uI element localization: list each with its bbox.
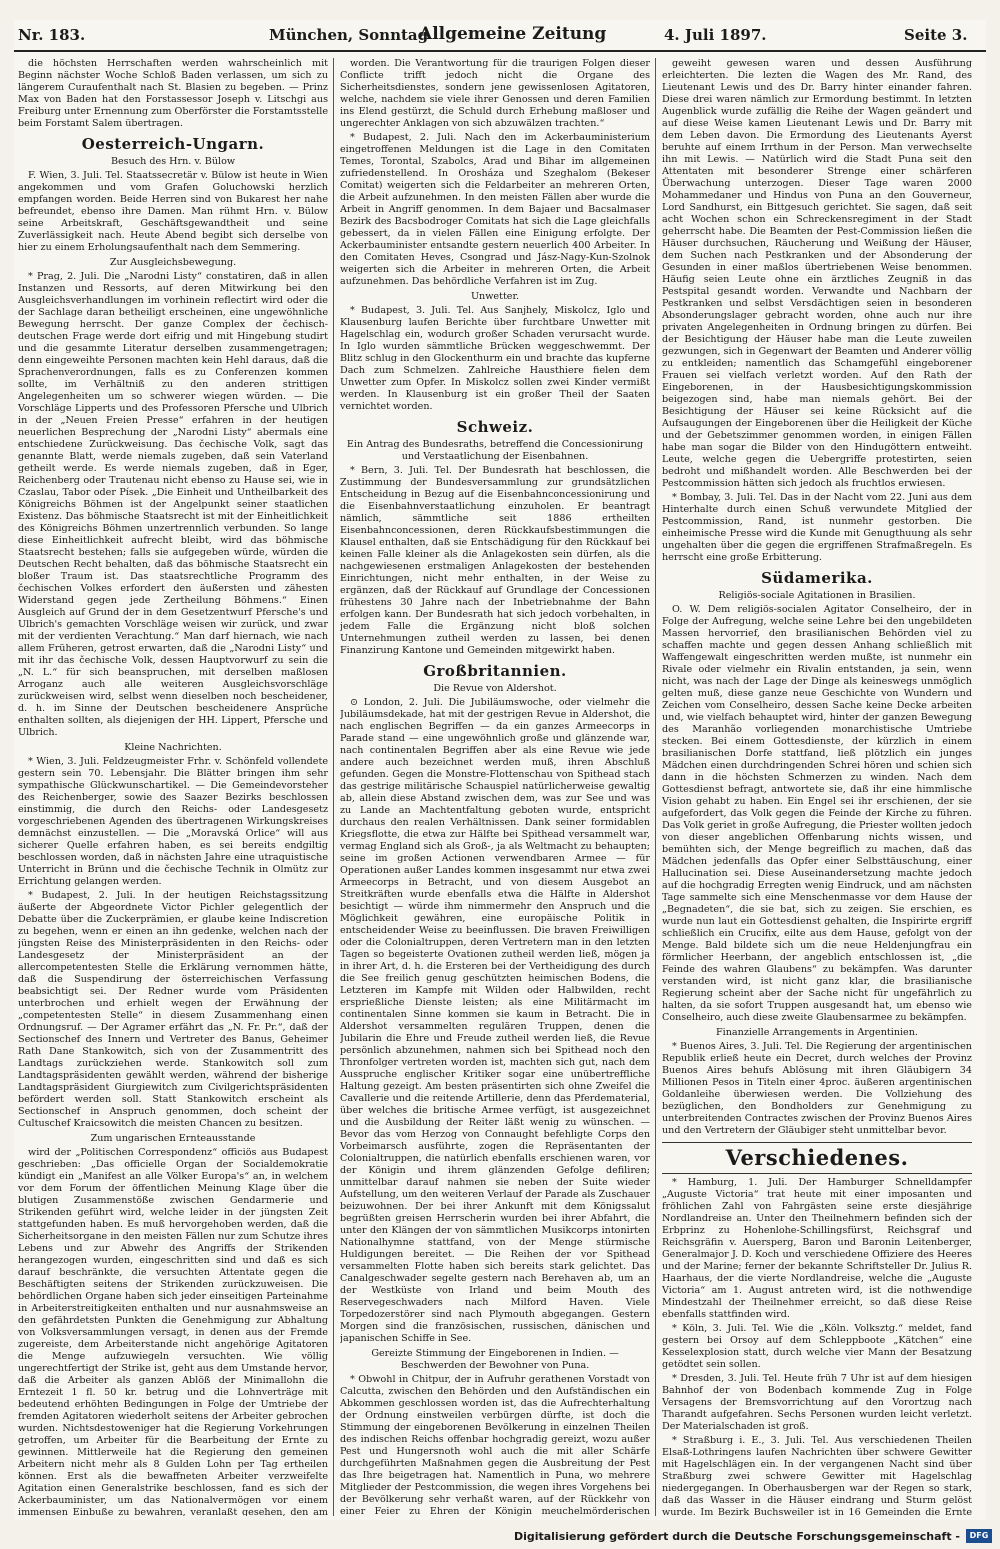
column-1 [18,58,328,1516]
section-heading: Oesterreich-Ungarn. [81,135,265,153]
article-paragraph: geweiht gewesen waren und dessen Ausführung erleichterten. Die lezten die Wagen des Mr. Rand, des Lieutenant Lewis und des Dr. Barry hinter einander fahren. Diese drei waren nämlich zur Ermordung bestimmt. In letzten Augenblick wurde zufällig die Reihe der Wagen geändert und auf diese Weise kamen Lieutenant Lewis und Dr. Barry mit dem Leben davon. Die Ermordung des Lieutenants Ayerst beruhte auf einem Irrthum in der Person. Man verwechselte ihn mit Lewis. — Natürlich wird die Stadt Puna seit den Attentaten mit besonderer Strenge einer schärferen Überwachung unterzogen. Dieser Tage waren 2000 Mohammedaner und Hindus von Puna an den Gouverneur, Lord Sandhurst, ein Bittgesuch gerichtet. Sie sagen, daß seit acht Wochen schon ein Schreckensregiment in der Stadt geherrscht habe. Die Beamten der Pest-Commission ließen die Häuser durchsuchen, Räucherung und Weißung der Häuser, dem Suchen nach Pestkranken und der Absonderung der Gesunden in einer maßlos übertriebenen Weise benommen. Häufig seien Leute ohne ein ärztliches Zeugniß in das Pestspital gesandt worden. Verwandte und Nachbarn der Pestkranken und selbst Versdächtigen seien in besonderen Absonderungslager gebracht worden, ohne auch nur ihre privaten Angelegenheiten in Ordnung bringen zu dürfen. Bei der Besichtigung der Häuser habe man die Leute zuweilen gezwungen, sich in Gegenwart der Beamten und Anderer völlig zu entkleiden; namentlich das Schamgefühl eingeborener Frauen sei vielfach verletzt worden. Auf den Rath der Eingeborenen, in der Hausbesichtigungskommission beigezogen sind, habe man niemals gehört. Bei der Besichtigung der Häuser sei keine Rücksicht auf die Aufsaugungen der Eingeborenen über die Heiligkeit der Küche und der Gebetszimmer genommen worden, in einigen Fällen habe man sogar die Bilder von den Hindugöttern entweiht. Leute, welche gegen die Uebergriffe protestirten, seien bedroht und mißhandelt worden. Alle Beschwerden bei der Pestcommission hätten sich jedoch als fruchtlos erwiesen. [662,58,972,489]
section-heading: Schweiz. [456,418,534,436]
masthead [14,20,986,52]
column-divider [655,58,656,1516]
place-day: München, Sonntag [269,26,429,44]
article-subheading: Finanzielle Arrangements in Argentinien. [716,1027,918,1038]
digitization-footer [0,1525,1000,1549]
article-paragraph: ⊙ London, 2. Juli. Die Jubiläumswoche, oder vielmehr die Jubiläumsdekade, hat mit der gestrigen Revue in Aldershot, die nach englischen Begriffen — da ein ganzes Armeecorps in Parade stand — eine ungewöhnlich große und glänzende war, nach continentalen Begriffen aber als eine Revue wie jede andere auch bezeichnet werden muß, ihren Abschluß gefunden. Gegen die Monstre-Flottenschau von Spithead stach das gestrige militärische Schauspiel natürlicherweise gewaltig ab, allein diese Abstand zwischen dem, was zur See und was zu Lande an Machtentfaltung geboten wurde, entspricht durchaus den realen Verhältnissen. Dank seiner formidablen Kriegsflotte, die etwa zur Hälfte bei Spithead versammelt war, vermag England sich als Groß-, ja als Weltmacht zu behaupten; seine im großen Actionen verwendbaren Armee — für Operationen außer Landes kommen insgesammt nur etwa zwei Armeecorps in Betracht, und von diesem Ausgebot an Streitkräften wurde ebenfalls etwa die Hälfte in Aldershot besichtigt — würde ihm nimmermehr den Anspruch und die Möglichkeit gewähren, eine europäische Politik in entscheidender Weise zu beeinflussen. Die braven Freiwilligen oder die Colonialtruppen, deren Vertretern man in den letzten Tagen so begeisterte Ovationen zutheil werden ließ, mögen ja in ihrer Art, d. h. die Ersteren bei der Vertheidigung des durch die See freilich genug geschützten heimischen Bodens, die Letzteren im Kampfe mit Wilden oder Halbwilden, recht ersprießliche Dienste leisten; als eine Militärmacht im continentalen Sinne kommen sie kaum in Betracht. Die in Aldershot versammelten regulären Truppen, denen die Jubilarin die Ehre und Freude zutheil werden ließ, die Revue persönlich abzunehmen, nahmen sich bei Spithead noch den Thronfolger vertreten worden ist, machten sich gut, nach dem Ausspruche englischer Kritiker sogar eine unübertreffliche Haltung gezeigt. Am besten präsentirten sich ohne Zweifel die Cavallerie und die reitende Artillerie, denn das Pferdematerial, über welches die britische Armee verfügt, ist ausgezeichnet und die Ausbildung der Reiter läßt wenig zu wünschen. — Bevor das vom Herzog von Connaught befehligte Corps den Vorbeimarsch ausführte, zogen die Repräsentanten der Colonialtruppen, die natürlich ebenfalls erschienen waren, vor der Königin und ihrem glänzenden Gefolge defiliren; unmittelbar darauf nahmen sie neben der Suite wieder Aufstellung, um den weiteren Verlauf der Parade als Zuschauer beizuwohnen. Der bei ihrer Ankunft mit dem Königssalut begrüßten greisen Herrscherin wurden bei ihrer Abfahrt, die unter den Klängen der von sämmtlichen Musikcorps intonirten Nationalhymne stattfand, von der Menge stürmische Huldigungen bereitet. — Die Reihen der vor Spithead versammelten Flotte haben sich bereits stark gelichtet. Das Canalgeschwader segelte gestern nach Berehaven ab, um an der Westküste von Irland und beim Mouth des Reservegeschwaders nach Milford Haven. Viele Torpedozerstörer sind nach Plymouth abgegangen. Gestern Morgen sind die französischen, russischen, dänischen und japanischen Schiffe in See. [340,697,650,1344]
article-subheading: Unwetter. [470,291,520,302]
column-2 [340,58,650,1516]
section-heading: Südamerika. [761,569,873,587]
article-paragraph: * Budapest, 3. Juli. Tel. Aus Sanjhely, Miskolcz, Iglo und Klausenburg laufen Berichte über furchtbare Unwetter mit Hagelschlag ein, wodurch großer Schaden verursacht wurde. In Iglo wurden sämmtliche Brücken weggeschwemmt. Der Blitz schlug in den Glockenthurm ein und brachte das kupferne Dach zum Schmelzen. Zahlreiche Hausthiere fielen dem Unwetter zum Opfer. In Miskolcz sollen zwei Kinder vermißt werden. In Klausenburg ist ein großer Theil der Saaten vernichtet worden. [340,305,650,412]
article-paragraph: * Bern, 3. Juli. Tel. Der Bundesrath hat beschlossen, die Zustimmung der Bundesversammlung zur grundsätzlichen Entscheidung in Bezug auf die Eisenbahnconcessionirung und die Eisenbahnverstaatlichung einzuholen. Er beantragt nämlich, sämmtliche seit 1886 ertheilten Eisenbahnconcessionen, deren Rückkaufsbestimmungen die Klausel enthalten, daß sie Entschädigung für den Rückkauf bei keinen Falle kleiner als die Anlagekosten sein dürfen, als die nachgewiesenen erstmaligen Anlagekosten der bestehenden Einrichtungen, nicht mehr enthalten, in der Weise zu ergänzen, daß der Rückkauf auf Grundlage der Concessionen frühestens 30 Jahre nach der Inbetriebnahme der Bahn erfolgen kann. Der Bundesrath hat sich jedoch vorbehalten, in jedem Falle die Ergänzung nicht bloß solchen Unternehmungen zutheil werden zu lassen, bei denen Finanzirung Kantone und Gemeinden mitgewirkt haben. [340,465,650,656]
newspaper-page [14,20,986,1520]
issue-number: Nr. 183. [18,26,86,44]
article-subheading: Die Revue von Aldershot. [433,683,557,694]
article-paragraph: * Budapest, 2. Juli. In der heutigen Reichstagssitzung äußerte der Abgeordnete Victor Pichler gelegentlich der Debatte über die Zuckerprämien, er glaube keine Indiscretion zu begehen, wenn er einen an ihn gedenke, welchen nach der jüngsten Reise des Ministerpräsidenten in den Reichs- oder Landesgesetz der Ministerpräsident an der allercompetentesten Stelle die Erklärung vernommen hätte, daß die Suspendirung der österreichischen Verfassung beabsichtigt sei. Der Redner wurde vom Präsidenten unterbrochen und erhielt wegen der Erwähnung der „competentesten Stelle“ in diesem Zusammenhang einen Ordnungsruf. — Der Agramer erfährt das „N. Fr. Pr.“, daß der Sectionschef des Innern und Vertreter des Banus, Geheimer Rath Dane Stankowitch, sich von der Zusammentritt des Landtags zurückziehen werde. Stankowitch soll zum Landtagspräsidenten gewählt werden, während der bisherige Landtagspräsident Giurgiewitch zum Civilgerichtspräsidenten befördert werden soll. Statt Stankowitch erscheint als Sectionschef in Anspruch genommen, doch scheint der Cultuschef Kraicsowitch die meisten Chancen zu besitzen. [18,890,328,1129]
article-paragraph: * Budapest, 2. Juli. Nach den im Ackerbauministerium eingetroffenen Meldungen ist die Lage in den Comitaten Temes, Torontal, Szabolcs, Arad und Bihar im allgemeinen zufriedenstellend. In Orosháza und Szeghalom (Bekeser Comitat) weigerten sich die Feldarbeiter an mehreren Orten, die Arbeit aufzunehmen. In den meisten Fällen aber wurde die Arbeit in Angriff genommen. In dem Bajaer und Bacsalmaser Bezirk des Bacsbodroger Comitats hat sich die Lage gleichfalls gebessert, da in vielen Fällen eine Einigung erfolgte. Der Ackerbauminister entsandte gestern neuerlich 400 Arbeiter. In den Comitaten Heves, Csongrad und Jász-Nagy-Kun-Szolnok weigerten sich die Arbeiter in mehreren Orten, die Arbeit aufzunehmen. Das behördliche Verfahren ist im Zug. [340,132,650,287]
article-subheading: Besuch des Hrn. v. Bülow [110,156,236,167]
article-subheading: Ein Antrag des Bundesraths, betreffend die Concessionirung und Verstaatlichung der Eisenbahnen. [346,439,644,462]
article-paragraph: * Dresden, 3. Juli. Tel. Heute früh 7 Uhr ist auf dem hiesigen Bahnhof der von Bodenbach kommende Zug in Folge Versagens der Bremsvorrichtung auf den Vorortzug nach Tharandt aufgefahren. Sechs Personen wurden leicht verletzt. Der Materialschaden ist groß. [662,1373,972,1432]
article-paragraph: * Obwohl in Chitpur, der in Aufruhr gerathenen Vorstadt von Calcutta, zwischen den Behörden und den Aufständischen ein Abkommen geschlossen worden ist, das die Aufrechterhaltung der Ordnung einstweilen verbürgen dürfte, ist doch die Stimmung der eingeborenen Bevölkerung in einzelnen Theilen des indischen Reichs offenbar hochgradig gereizt, wozu außer Pest und Hungersnoth wohl auch die mit aller Schärfe durchgeführten Maßnahmen gegen die Ausbreitung der Pest das Ihre beigetragen hat. Namentlich in Puna, wo mehrere Mitglieder der Pestcommission, die wegen ihres Vorgehens bei der Bevölkerung sehr verhaßt waren, auf der Rückkehr von einer Feier zu Ehren der Königin meuchelmörderischen [340,1374,650,1516]
article-paragraph: wird der „Politischen Correspondenz“ officiös aus Budapest geschrieben: „Das officielle Organ der Socialdemokratie kündigt ein „Manifest an alle Völker Europa's“ an, in welchem vor dem Forum der öffentlichen Meinung Klage über die blutigen Zusammenstöße zwischen Gendarmerie und Strikenden geführt wird, welche leider in der jüngsten Zeit stattgefunden haben. Es muß hervorgehoben werden, daß die Sicherheitsorgane in den meisten Fällen nur zum Schutze ihres Lebens und zur Abwehr des Angriffs der Strikenden herangezogen wurden, eingeschritten sind und daß es sich darauf beschränkte, die versuchten Attentate gegen die Beschäftigten seitens der Strikenden zurückzuweisen. Die behördlichen Organe haben sich jeder einseitigen Parteinahme in Arbeiterstreitigkeiten enthalten und nur ausnahmsweise an den gefährdetsten Punkten die Genehmigung zur Abhaltung von Volksversammlungen versagt, in denen aus der Fremde zugereiste, dem Arbeiterstande nicht angehörige Agitatoren die Menge aufzuwiegeln versuchten. Wie völlig ungerechtfertigt der Strike ist, geht aus dem Umstande hervor, daß die Arbeiter als ganzen Ablöß der Minimallohn die Erntezeit 1 fl. 50 kr. betrug und die Lohnverträge mit bedeutend erhöhten Bedingungen in Folge der Umtriebe der fremden Agitatoren wiederholt seitens der Arbeiter gebrochen wurden. Nichtsdestoweniger hat die Regierung Vorkehrungen getroffen, um Arbeiter für die Bearbeitung der Ernte zu gewinnen. Mittlerweile hat die Regierung den gemeinen Arbeitern nicht mehr als 8 Gulden Lohn per Tag ertheilen können. Erst als die bewaffneten Arbeiter verzweifelte Agitation einen Generalstrike beschlossen, fand es sich der Ackerbauminister, um das Nationalvermögen vor einem immensen Einbuße zu bewahren, veranlaßt gesehen, den am [18,1147,328,1516]
page-number: Seite 3. [904,26,968,44]
article-paragraph: * Bombay, 3. Juli. Tel. Das in der Nacht vom 22. Juni aus dem Hinterhalte durch einen Schuß verwundete Mitglied der Pestcommission, Rand, ist nunmehr gestorben. Die einheimische Presse wird die Kunde mit Genugthuung als sehr ungehalten über die gegen die ergriffenen Strafmaßregeln. Es herrscht eine große Erbitterung. [662,492,972,563]
section-heading: Verschiedenes. [662,1142,972,1174]
column-divider [333,58,334,1516]
article-paragraph: worden. Die Verantwortung für die traurigen Folgen dieser Conflicte trifft jedoch nicht die Organe des Sicherheitsdienstes, sondern jene gewissenlosen Agitatoren, welche, nachdem sie viele ihrer Genossen und deren Familien ins Elend gestürzt, die Schuld durch Erhebung maßloser und ungerechter Anklagen von sich abzuwälzen trachten.“ [340,58,650,129]
article-subheading: Gereizte Stimmung der Eingeborenen in Indien. — Beschwerden der Bewohner von Puna. [371,1348,619,1371]
paper-title: Allgemeine Zeitung [419,24,607,44]
article-subheading: Kleine Nachrichten. [124,742,222,753]
article-paragraph: die höchsten Herrschaften werden wahrscheinlich mit Beginn nächster Woche Schloß Baden verlassen, um sich zu längerem Curaufenthalt nach St. Blasien zu begeben. — Prinz Max von Baden hat den Forstassessor Joseph v. Litschgi aus Freiburg unter Ernennung zum Oberförster die Forstamtsstelle beim Forstamt Salem übertragen. [18,58,328,129]
issue-date: 4. Juli 1897. [664,26,767,44]
column-3 [662,58,972,1516]
article-paragraph: * Prag, 2. Juli. Die „Narodni Listy“ constatiren, daß in allen Instanzen und Ressorts, auf deren Mitwirkung bei den Ausgleichsverhandlungen im vorhinein reflectirt wird oder die der Sachlage daran betheiligt erscheinen, eine ungewöhnliche Bewegung herrscht. Der ganze Complex der čechisch-deutschen Frage werde dort eifrig und mit Hingebung studirt und die gesammte Literatur derselben zusammengetragen; denn eingeweihte Personen machten kein Hehl daraus, daß die Sprachenverordnungen, falls es zu Conferenzen kommen sollte, im Verhältniß zu den anderen strittigen Angelegenheiten um so schwerer wiegen würden. — Die Vorschläge Lipperts und des Professoren Pfersche und Ulbrich in der „Neuen Freien Presse“ erfahren in der heutigen neuerlichen Besprechung der „Narodni Listy“ abermals eine entschiedene Zurückweisung. Das čechische Volk, sagt das genannte Blatt, werde niemals zugeben, daß sein Vaterland getheilt werde. Es werde niemals zugeben, daß in Eger, Reichenberg oder Trautenau nicht ebenso zu Hause sei, wie in Czaslau, Tabor oder Písek. „Die Einheit und Untheilbarkeit des Königreichs Böhmen ist der Angelpunkt seiner staatlichen Existenz. Das böhmische Staatsrecht ist mit der Einheitlichkeit des Königreichs Böhmen unzertrennlich verbunden. So lange diese Einheitlichkeit aufrecht bleibt, wird das böhmische Staatsrecht bestehen; falls sie aufgegeben würde, würden die Deutschen Recht behalten, daß das böhmische Staatsrecht ein bloßer Traum ist. Das staatsrechtliche Programm des čechischen Volkes erfordert den äußersten und zähesten Widerstand gegen jede Zertheilung Böhmens.“ Einen Ausgleich auf Grund der in dem Gesetzentwurf Pfersche's und Ulbrich's gemachten Vorschläge weisen wir zurück, und zwar mit der verdienten Verachtung.“ Man darf hiernach, wie nach allem Früheren, getrost erwarten, daß die „Narodni Listy“ und mit ihr das čechische Volk, dessen Hauptvorwurf zu sein die „N. L.“ für sich beanspruchen, mit derselben maßlosen Arroganz auch alle weiteren Ausgleichsvorschläge zurückweisen wird, selbst wenn dieselben noch bescheidener, d. h. im Sinne der Deutschen bescheidenere Ansprüche enthalten sollten, als diejenigen der HH. Lippert, Pfersche und Ulbrich. [18,271,328,738]
article-subheading: Zum ungarischen Ernteausstande [90,1133,256,1144]
article-paragraph: * Hamburg, 1. Juli. Der Hamburger Schnelldampfer „Auguste Victoria“ trat heute mit einer imposanten und fröhlichen Zahl von Fahrgästen seine erste diesjährige Nordlandreise an. Unter den Theilnehmern befinden sich der Erbprinz zu Hohenlohe-Schillingsfürst, Reichsgraf und Reichsgräfin v. Auersperg, Baron und Baronin Leitenberger, Generalmajor J. D. Koch und verschiedene Offiziere des Heeres und der Marine; ferner der bekannte Schriftsteller Dr. Julius R. Haarhaus, der die vierte Nordlandreise, welche die „Auguste Victoria“ am 1. August antreten wird, ist die nothwendige Mindestzahl der Theilnehmer erreicht, so daß diese Reise ebenfalls stattfinden wird. [662,1177,972,1320]
footer-text: Digitalisierung gefördert durch die Deutsche Forschungsgemeinschaft - [513,1530,960,1543]
article-subheading: Zur Ausgleichsbewegung. [109,257,237,268]
article-paragraph: * Wien, 3. Juli. Feldzeugmeister Frhr. v. Schönfeld vollendete gestern sein 70. Lebensjahr. Die Blätter bringen ihm sehr sympathische Glückwunschartikel. — Die Gemeindevorsteher des Reichenberger, sowie des Saazer Bezirks beschlossen einstimmig, die durch den Reichs- oder Landesgesetz vorgeschriebenen Agenden des übertragenen Wirkungskreises demnächst einzustellen. — Die „Moravská Orlice“ will aus sicherer Quelle erfahren haben, es sei bereits endgiltig beschlossen worden, daß in nächsten Jahre eine utraquistische Unterricht in Brünn und die čechische Technik in Olmütz zur Errichtung gelangen werden. [18,756,328,887]
article-paragraph: * Köln, 3. Juli. Tel. Wie die „Köln. Volksztg.“ meldet, fand gestern bei Orsoy auf dem Schleppboote „Kätchen“ eine Kesselexplosion statt, durch welche vier Mann der Besatzung getödtet sein sollen. [662,1323,972,1370]
dfg-logo: DFG [966,1529,992,1543]
article-subheading: Religiös-sociale Agitationen in Brasilien. [718,590,916,601]
article-paragraph: * Straßburg i. E., 3. Juli. Tel. Aus verschiedenen Theilen Elsaß-Lothringens laufen Nachrichten über schwere Gewitter mit Hagelschlägen ein. In der vergangenen Nacht sind über Straßburg zwei schwere Gewitter mit Hagelschlag niedergegangen. In Oberhausbergen war der Regen so stark, daß das Wasser in die Häuser eindrang und Sturm gelöst wurde. Im Bezirk Buchsweiler ist in 16 Gemeinden die Ernte [662,1435,972,1516]
article-paragraph: O. W. Dem religiös-socialen Agitator Conselheiro, der in Folge der Aufregung, welche seine Lehre bei den ungebildeten Massen hervorrief, den brasilianischen Behörden viel zu schaffen machte und gegen dessen Anhang schließlich mit Waffengewalt eingeschritten werden mußte, ist nunmehr ein Rivale oder vielmehr ein Rivalin entstanden, ja sein, wenn nicht, was nach der Lage der Dinge als keineswegs unmöglich gelten muß, diese ganze neue Geschichte von Wundern und Zeichen vom Conselheiro, dessen Sache keine Decke arbeiten und, wie vielfach behauptet wird, hinter der ganzen Bewegung des Maranhão vorliegenden monarchistische Umtriebe stecken. Bei einem Gottesdienste, der kürzlich in einem brasilianischen Dorfe stattfand, ließ plötzlich ein junges Mädchen einen durchdringenden Schrei hören und schien sich dann in die höchsten Schmerzen zu winden. Nach dem Gottesdienst befragt, antwortete sie, daß ihr eine himmlische Vision gehabt zu haben. Ein Engel sei ihr erschienen, der sie aufgefordert, das Volk gegen die Feinde der Kirche zu führen. Das Volk geriet in große Aufregung, die Priester wollten jedoch von dieser angeblichen Offenbarung nichts wissen, und bemühten sich, der Menge begreiflich zu machen, daß das Mädchen jedenfalls das Opfer einer Selbsttäuschung, einer Hallucination sei. Diese Auseinandersetzung machte jedoch auf die hochgradig Erregten wenig Eindruck, und am nächsten Tage sammelte sich eine Menschenmasse vor dem Hause der „Begnadeten“, die sie bat, sich zu zeigen. Sie erschien, es wurde nun laut ein Gottesdienst gehalten, die Inspirirte ergriff schließlich ein Crucifix, eilte aus dem Hause, gefolgt von der Menge. Bald bildete sich um die neue Heldenjungfrau ein förmlicher Heerbann, der angeblich entschlossen ist, „die Feinde des wahren Glaubens“ zu bekämpfen. Was darunter verstanden wird, ist nicht ganz klar, die brasilianische Regierung scheint aber der Sache nicht für ungefährlich zu halten, da sie sofort Truppen ausgesandt hat, um ebenso wie Conselheiro, auch diese zweite Glaubensarmee zu bekämpfen. [662,604,972,1023]
article-paragraph: F. Wien, 3. Juli. Tel. Staatssecretär v. Bülow ist heute in Wien angekommen und vom Grafen Goluchowski herzlich empfangen worden. Beide Herren sind von Bukarest her nahe befreundet, ebenso ihre Damen. Man rühmt Hrn. v. Bülow seine Arbeitskraft, Geschäftsgewandtheit und seine Zuverlässigkeit nach. Heute Abend begibt sich derselbe von hier zu einem Erholungsaufenthalt nach dem Semmering. [18,170,328,253]
article-paragraph: * Buenos Aires, 3. Juli. Tel. Die Regierung der argentinischen Republik erließ heute ein Decret, durch welches der Provinz Buenos Aires behufs Ablösung mit ihren Gläubigern 34 Millionen Pesos in Titeln einer 4proc. äußeren argentinischen Goldanleihe überwiesen werden. Die Vollziehung des bezüglichen, den Bondholders zur Genehmigung zu unterbreitenden Contractes zwischen der Provinz Buenos Aires und den Vertretern der Gläubiger steht unmittelbar bevor. [662,1041,972,1136]
section-heading: Großbritannien. [423,662,567,680]
